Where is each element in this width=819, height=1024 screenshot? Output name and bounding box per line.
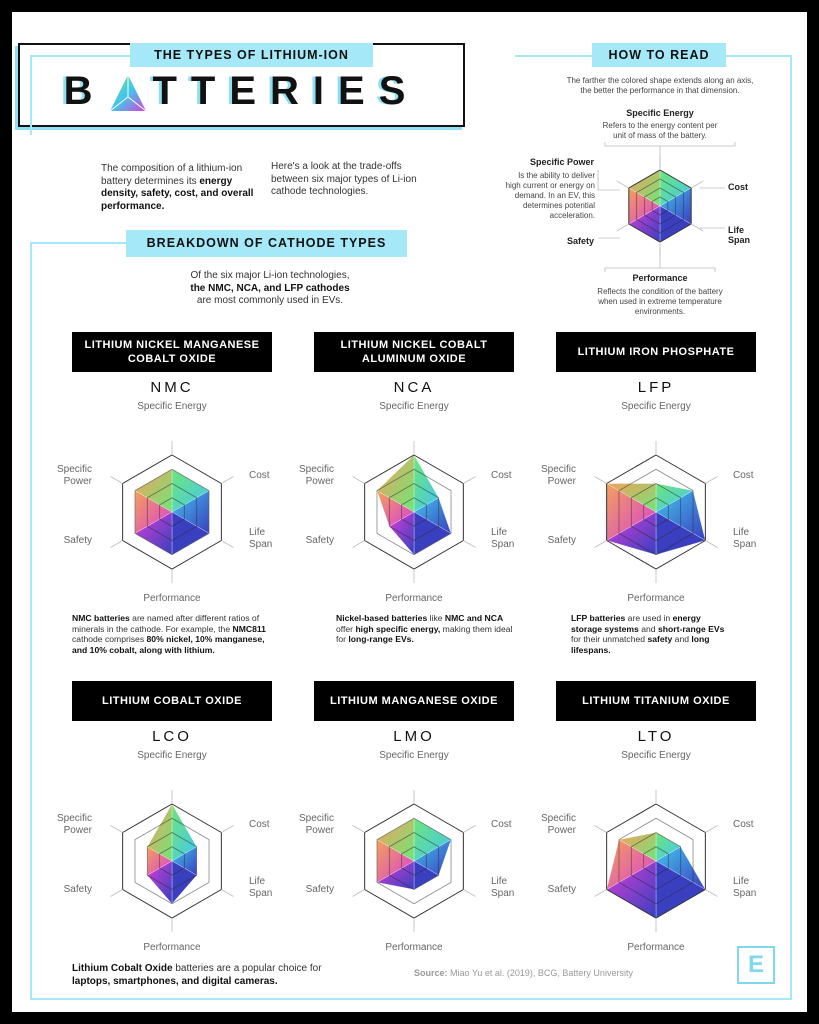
axis-label-power: Specific Power (540, 813, 576, 836)
cathode-abbr: NCA (393, 379, 435, 396)
frame-line (30, 55, 32, 135)
how-performance-title: Performance (632, 273, 688, 283)
how-energy-title: Specific Energy (626, 108, 694, 118)
cathode-abbr: LTO (637, 728, 675, 745)
axis-tick (463, 890, 475, 897)
axis-tick (705, 541, 717, 548)
axis-label-life: Life Span (249, 527, 273, 550)
frame-line (30, 55, 130, 57)
axis-label-power: Specific Power (298, 813, 334, 836)
intro-right: Here's a look at the trade-offs between six major types of Li-ion cathode technologies. (271, 161, 417, 197)
axis-tick (221, 890, 233, 897)
axis-tick (595, 477, 607, 484)
how-safety: Safety (566, 236, 594, 246)
axis-label-performance: Performance (385, 942, 443, 953)
triangle-logo-icon (110, 73, 154, 117)
axis-label-power: Specific Power (56, 464, 92, 487)
axis-label-performance: Performance (627, 942, 685, 953)
axis-tick (221, 477, 233, 484)
axis-label-performance: Performance (143, 593, 201, 604)
axis-tick (595, 890, 607, 897)
cathode-name-box: LITHIUM IRON PHOSPHATE (556, 332, 756, 372)
how-performance-desc: Reflects the condition of the battery when used in extreme temperature environments. (597, 287, 723, 316)
axis-tick (705, 890, 717, 897)
axis-label-power: Specific Power (540, 464, 576, 487)
radar-chart-lco (82, 771, 262, 951)
how-intro: The farther the colored shape extends along an axis, the better the performance in that dimension. (566, 76, 754, 95)
axis-tick (111, 541, 123, 548)
axis-tick (353, 890, 365, 897)
cathode-abbr: LFP (637, 379, 675, 396)
cathode-abbr: NMC (150, 379, 194, 396)
cathode-name-box: LITHIUM NICKEL MANGANESE COBALT OXIDE (72, 332, 272, 372)
axis-label-life: Life Span (491, 527, 515, 550)
how-energy-desc: Refers to the energy content per unit of mass of the battery. (602, 121, 718, 140)
radar-chart-nca (324, 422, 504, 602)
cathode-name-box: LITHIUM NICKEL COBALT ALUMINUM OXIDE (314, 332, 514, 372)
how-to-read-radar (620, 166, 700, 246)
header-tag: THE TYPES OF LITHIUM-ION (130, 43, 373, 67)
axis-tick (463, 826, 475, 833)
radar-chart-lfp (566, 422, 746, 602)
axis-label-energy: Specific Energy (379, 401, 449, 412)
how-power-title: Specific Power (529, 157, 594, 167)
axis-tick (595, 541, 607, 548)
frame-line (30, 998, 792, 1000)
radar-chart-lto (566, 771, 746, 951)
radar-chart-nmc (82, 422, 262, 602)
axis-label-safety: Safety (63, 884, 92, 895)
nmc-description: NMC batteries are named after different ratios of minerals in the cathode. For example, the NMC811 cathode comprises 80% nickel, 10% manganese, and 10% cobalt, along with lithium. (72, 613, 266, 655)
axis-label-cost: Cost (733, 819, 754, 830)
axis-tick (463, 541, 475, 548)
cathode-name-box: LITHIUM MANGANESE OXIDE (314, 681, 514, 721)
axis-label-performance: Performance (627, 593, 685, 604)
axis-label-energy: Specific Energy (137, 401, 207, 412)
axis-label-cost: Cost (249, 819, 270, 830)
axis-tick (111, 826, 123, 833)
axis-label-safety: Safety (63, 535, 92, 546)
axis-label-life: Life Span (249, 876, 273, 899)
axis-label-life: Life Span (733, 876, 757, 899)
how-life: Life Span (728, 225, 751, 245)
axis-tick (353, 477, 365, 484)
cathode-abbr: LCO (152, 728, 192, 745)
axis-label-safety: Safety (305, 884, 334, 895)
page-title: B TTERIES (63, 69, 420, 113)
axis-label-cost: Cost (249, 470, 270, 481)
breakdown-tag: BREAKDOWN OF CATHODE TYPES (126, 230, 407, 257)
how-power-desc: Is the ability to deliver high current or energy on demand. In an EV, this determines potential acceleration. (505, 171, 595, 220)
frame-line (790, 55, 792, 1000)
cathode-name-box: LITHIUM COBALT OXIDE (72, 681, 272, 721)
axis-label-cost: Cost (491, 470, 512, 481)
how-cost: Cost (728, 182, 748, 192)
axis-tick (353, 541, 365, 548)
axis-tick (221, 826, 233, 833)
axis-label-life: Life Span (491, 876, 515, 899)
axis-label-life: Life Span (733, 527, 757, 550)
lfp-description: LFP batteries are used in energy storage systems and short-range EVs for their unmatched safety and long lifespans. (571, 613, 725, 655)
axis-label-energy: Specific Energy (621, 401, 691, 412)
lco-description: Lithium Cobalt Oxide batteries are a popular choice for laptops, smartphones, and digital cameras. (72, 963, 322, 987)
radar-chart-lmo (324, 771, 504, 951)
breakdown-intro: Of the six major Li-ion technologies, the NMC, NCA, and LFP cathodes are most commonly used in EVs. (190, 270, 350, 306)
axis-tick (705, 826, 717, 833)
brand-logo: E (737, 946, 775, 984)
axis-label-performance: Performance (385, 593, 443, 604)
axis-label-safety: Safety (547, 884, 576, 895)
axis-label-cost: Cost (733, 470, 754, 481)
cathode-abbr: LMO (393, 728, 435, 745)
axis-tick (463, 477, 475, 484)
axis-label-power: Specific Power (56, 813, 92, 836)
axis-tick (111, 477, 123, 484)
axis-label-energy: Specific Energy (621, 750, 691, 761)
axis-tick (595, 826, 607, 833)
axis-label-power: Specific Power (298, 464, 334, 487)
frame-line (30, 242, 32, 1000)
axis-label-cost: Cost (491, 819, 512, 830)
source-note: Source: Miao Yu et al. (2019), BCG, Battery University (414, 968, 633, 978)
axis-label-energy: Specific Energy (137, 750, 207, 761)
axis-label-safety: Safety (305, 535, 334, 546)
intro-left: The composition of a lithium-ion battery determines its energy density, safety, cost, and overall performance. (101, 163, 254, 212)
nca-description: Nickel-based batteries like NMC and NCA offer high specific energy, making them ideal for long-range EVs. (336, 613, 513, 644)
axis-label-safety: Safety (547, 535, 576, 546)
axis-tick (705, 477, 717, 484)
axis-label-energy: Specific Energy (379, 750, 449, 761)
axis-label-performance: Performance (143, 942, 201, 953)
axis-tick (111, 890, 123, 897)
axis-tick (221, 541, 233, 548)
how-to-read-tag: HOW TO READ (592, 43, 726, 67)
frame-line (30, 242, 130, 244)
cathode-name-box: LITHIUM TITANIUM OXIDE (556, 681, 756, 721)
axis-tick (353, 826, 365, 833)
